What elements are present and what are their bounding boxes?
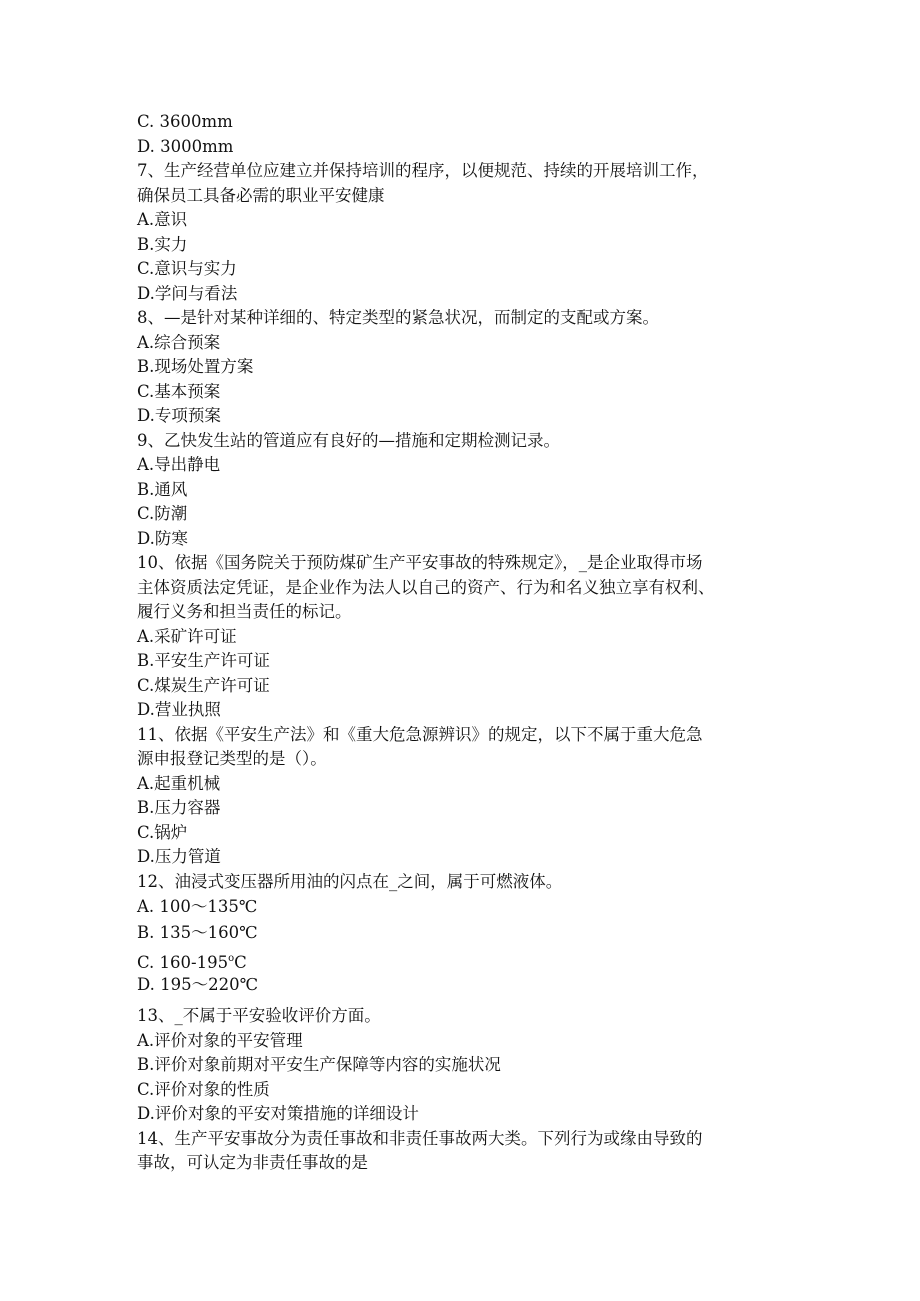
question-11-text: 11、依据《平安生产法》和《重大危急源辨识》的规定，以下不属于重大危急 bbox=[137, 724, 703, 744]
degree-mark: o bbox=[228, 953, 235, 964]
option-d: D.评价对象的平安对策措施的详细设计 bbox=[137, 1104, 419, 1123]
option-b: B.压力容器 bbox=[137, 798, 221, 817]
document-page bbox=[137, 110, 817, 1176]
option-b: B.评价对象前期对平安生产保障等内容的实施状况 bbox=[137, 1055, 501, 1074]
option-a: A. 100～135℃ bbox=[137, 897, 258, 916]
option-d: D.防寒 bbox=[137, 528, 188, 548]
question-14-text: 事故，可认定为非责任事故的是 bbox=[137, 1153, 368, 1172]
option-a: A.导出静电 bbox=[137, 455, 221, 474]
option-c: C.基本预案 bbox=[137, 381, 221, 401]
option-a: A.评价对象的平安管理 bbox=[137, 1030, 303, 1050]
question-12-text: 12、油浸式变压器所用油的闪点在_之间，属于可燃液体。 bbox=[137, 871, 563, 891]
option-a: A.起重机械 bbox=[137, 773, 221, 793]
option-d: D. 195～220℃ bbox=[137, 975, 259, 994]
unit-text: C bbox=[234, 953, 247, 972]
option-d: D.营业执照 bbox=[137, 700, 221, 719]
question-14-text: 14、生产平安事故分为责任事故和非责任事故两大类。下列行为或缘由导致的 bbox=[137, 1128, 703, 1148]
question-7-text: 7、生产经营单位应建立并保持培训的程序，以便规范、持续的开展培训工作， bbox=[137, 161, 709, 180]
option-c-text: C. 160-195 bbox=[137, 953, 229, 972]
option-b: B.现场处置方案 bbox=[137, 357, 254, 376]
question-10-text: 履行义务和担当责任的标记。 bbox=[137, 602, 352, 621]
option-c: C.评价对象的性质 bbox=[137, 1079, 270, 1099]
option-c: C.意识与实力 bbox=[137, 259, 237, 278]
option-c: C. 3600mm bbox=[137, 112, 233, 131]
option-a: A.综合预案 bbox=[137, 332, 221, 352]
option-d: D.压力管道 bbox=[137, 847, 221, 866]
option-d: D.专项预案 bbox=[137, 406, 221, 425]
question-13-text: 13、_不属于平安验收评价方面。 bbox=[137, 1006, 381, 1025]
option-c: C.防潮 bbox=[137, 504, 188, 523]
option-c: C.煤炭生产许可证 bbox=[137, 675, 270, 695]
option-c bbox=[137, 946, 817, 972]
option-b: B. 135～160℃ bbox=[137, 923, 258, 942]
question-10-text: 主体资质法定凭证，是企业作为法人以自己的资产、行为和名义独立享有权利、 bbox=[137, 577, 715, 597]
question-7-text: 确保员工具备必需的职业平安健康 bbox=[137, 185, 385, 205]
option-b: B.平安生产许可证 bbox=[137, 651, 270, 670]
question-11-text: 源申报登记类型的是（）。 bbox=[137, 749, 327, 768]
question-10-text: 10、依据《国务院关于预防煤矿生产平安事故的特殊规定》，_是企业取得市场 bbox=[137, 553, 703, 572]
option-d: D. 3000mm bbox=[137, 136, 234, 156]
option-a: A.采矿许可证 bbox=[137, 626, 237, 646]
question-9-text: 9、乙快发生站的管道应有良好的—措施和定期检测记录。 bbox=[137, 430, 560, 450]
question-8-text: 8、—是针对某种详细的、特定类型的紧急状况，而制定的支配或方案。 bbox=[137, 308, 659, 327]
option-b: B.实力 bbox=[137, 234, 188, 254]
option-c: C.锅炉 bbox=[137, 822, 188, 842]
option-a: A.意识 bbox=[137, 210, 188, 229]
option-d: D.学问与看法 bbox=[137, 283, 238, 303]
option-b: B.通风 bbox=[137, 479, 188, 499]
